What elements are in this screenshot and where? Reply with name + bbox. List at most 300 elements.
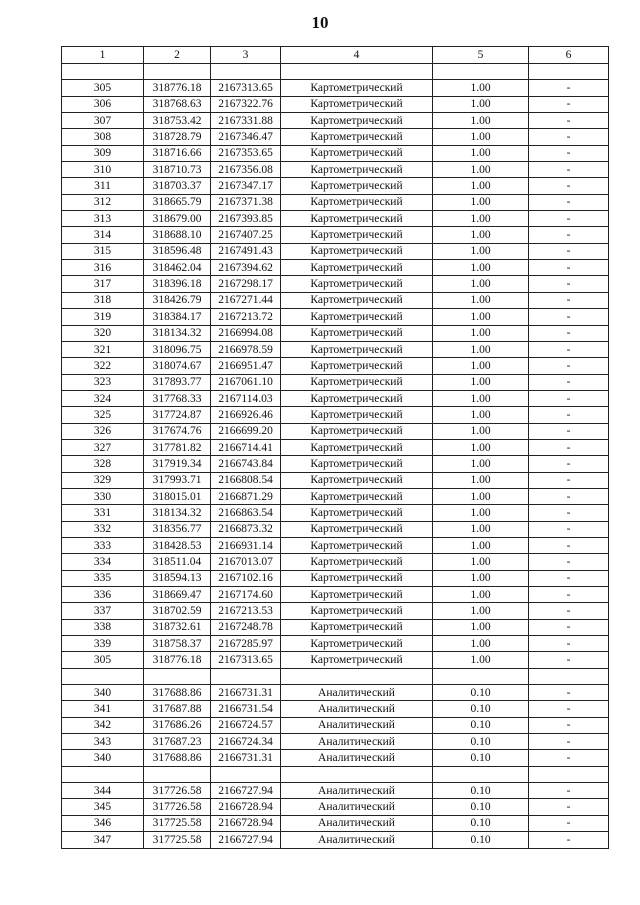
table-cell: 317674.76 bbox=[144, 423, 211, 439]
table-cell: - bbox=[529, 162, 609, 178]
table-cell: 335 bbox=[62, 570, 144, 586]
table-cell bbox=[281, 766, 433, 782]
table-cell: 330 bbox=[62, 488, 144, 504]
table-cell: 1.00 bbox=[433, 162, 529, 178]
table-row bbox=[62, 685, 609, 701]
table-cell: Картометрический bbox=[281, 309, 433, 325]
table-cell: Картометрический bbox=[281, 227, 433, 243]
table-row bbox=[62, 750, 609, 766]
table-cell: Картометрический bbox=[281, 537, 433, 553]
table-cell: - bbox=[529, 603, 609, 619]
table-row bbox=[62, 227, 609, 243]
table-cell: 1.00 bbox=[433, 276, 529, 292]
column-header: 3 bbox=[211, 47, 281, 64]
table-cell: 318596.48 bbox=[144, 243, 211, 259]
table-cell: 2166994.08 bbox=[211, 325, 281, 341]
table-cell: 313 bbox=[62, 211, 144, 227]
table-cell: 0.10 bbox=[433, 701, 529, 717]
table-cell: Картометрический bbox=[281, 521, 433, 537]
table-cell: 1.00 bbox=[433, 211, 529, 227]
table-cell: Картометрический bbox=[281, 456, 433, 472]
table-cell: 1.00 bbox=[433, 521, 529, 537]
column-header: 5 bbox=[433, 47, 529, 64]
table-cell: 318776.18 bbox=[144, 652, 211, 668]
table-cell: Картометрический bbox=[281, 341, 433, 357]
table-cell: 309 bbox=[62, 145, 144, 161]
table-cell: - bbox=[529, 211, 609, 227]
table-cell: Картометрический bbox=[281, 570, 433, 586]
table-cell: 318096.75 bbox=[144, 341, 211, 357]
table-cell: 0.10 bbox=[433, 799, 529, 815]
table-cell: 318703.37 bbox=[144, 178, 211, 194]
table-cell: - bbox=[529, 652, 609, 668]
table-cell: 318732.61 bbox=[144, 619, 211, 635]
table-cell: 0.10 bbox=[433, 685, 529, 701]
table-cell: Картометрический bbox=[281, 358, 433, 374]
table-cell: - bbox=[529, 472, 609, 488]
table-cell: - bbox=[529, 145, 609, 161]
table-cell: 317726.58 bbox=[144, 783, 211, 799]
table-cell: 322 bbox=[62, 358, 144, 374]
table-cell: 347 bbox=[62, 832, 144, 848]
table-cell: 2167213.53 bbox=[211, 603, 281, 619]
table-cell: 2167313.65 bbox=[211, 80, 281, 96]
table-cell: 1.00 bbox=[433, 472, 529, 488]
table-row bbox=[62, 717, 609, 733]
table-cell: 2167271.44 bbox=[211, 292, 281, 308]
table-cell bbox=[211, 766, 281, 782]
table-cell: - bbox=[529, 734, 609, 750]
table-cell: 317893.77 bbox=[144, 374, 211, 390]
table-cell bbox=[62, 766, 144, 782]
table-cell: 317993.71 bbox=[144, 472, 211, 488]
table-cell: 312 bbox=[62, 194, 144, 210]
table-cell: 346 bbox=[62, 815, 144, 831]
table-cell: 318768.63 bbox=[144, 96, 211, 112]
table-cell: 311 bbox=[62, 178, 144, 194]
column-header: 2 bbox=[144, 47, 211, 64]
table-cell bbox=[433, 64, 529, 80]
table-cell: 2166727.94 bbox=[211, 783, 281, 799]
table-cell: 2166731.31 bbox=[211, 685, 281, 701]
table-cell: 2167371.38 bbox=[211, 194, 281, 210]
table-cell: 345 bbox=[62, 799, 144, 815]
table-cell: Картометрический bbox=[281, 488, 433, 504]
table-row bbox=[62, 407, 609, 423]
table-cell: 2167407.25 bbox=[211, 227, 281, 243]
table-cell: - bbox=[529, 113, 609, 129]
table-cell: 324 bbox=[62, 390, 144, 406]
table-cell: 305 bbox=[62, 80, 144, 96]
table-row bbox=[62, 374, 609, 390]
table-row bbox=[62, 309, 609, 325]
table-cell: Картометрический bbox=[281, 145, 433, 161]
table-row bbox=[62, 292, 609, 308]
table-cell: 317687.88 bbox=[144, 701, 211, 717]
table-cell: Аналитический bbox=[281, 832, 433, 848]
table-cell: 337 bbox=[62, 603, 144, 619]
table-cell: - bbox=[529, 505, 609, 521]
table-cell bbox=[529, 668, 609, 684]
table-cell: 318753.42 bbox=[144, 113, 211, 129]
table-row bbox=[62, 260, 609, 276]
table-row bbox=[62, 701, 609, 717]
table-cell: Аналитический bbox=[281, 717, 433, 733]
table-cell: - bbox=[529, 423, 609, 439]
table-cell: 344 bbox=[62, 783, 144, 799]
table-cell: 2167102.16 bbox=[211, 570, 281, 586]
table-cell: 1.00 bbox=[433, 570, 529, 586]
table-cell: 2166808.54 bbox=[211, 472, 281, 488]
table-cell: 1.00 bbox=[433, 227, 529, 243]
table-row bbox=[62, 390, 609, 406]
table-cell: 333 bbox=[62, 537, 144, 553]
table-cell: 318776.18 bbox=[144, 80, 211, 96]
table-cell: 1.00 bbox=[433, 407, 529, 423]
table-cell: Картометрический bbox=[281, 129, 433, 145]
table-cell: 318426.79 bbox=[144, 292, 211, 308]
table-cell: - bbox=[529, 439, 609, 455]
table-cell: 334 bbox=[62, 554, 144, 570]
table-cell: 1.00 bbox=[433, 619, 529, 635]
table-cell: Аналитический bbox=[281, 685, 433, 701]
table-cell: Картометрический bbox=[281, 472, 433, 488]
table-cell: - bbox=[529, 96, 609, 112]
table-cell: 1.00 bbox=[433, 603, 529, 619]
table-cell: 331 bbox=[62, 505, 144, 521]
table-cell: 1.00 bbox=[433, 243, 529, 259]
table-cell: Картометрический bbox=[281, 96, 433, 112]
table-row bbox=[62, 472, 609, 488]
table-cell: Картометрический bbox=[281, 505, 433, 521]
table-cell: 1.00 bbox=[433, 554, 529, 570]
table-row bbox=[62, 96, 609, 112]
table-cell: 1.00 bbox=[433, 341, 529, 357]
table-cell: 320 bbox=[62, 325, 144, 341]
table-cell: 2166926.46 bbox=[211, 407, 281, 423]
table-cell: - bbox=[529, 243, 609, 259]
table-cell: - bbox=[529, 341, 609, 357]
table-row bbox=[62, 456, 609, 472]
table-row bbox=[62, 537, 609, 553]
table-cell: 340 bbox=[62, 685, 144, 701]
column-header: 1 bbox=[62, 47, 144, 64]
separator-row bbox=[62, 766, 609, 782]
table-cell: 0.10 bbox=[433, 832, 529, 848]
table-cell: Картометрический bbox=[281, 243, 433, 259]
table-row bbox=[62, 243, 609, 259]
table-row bbox=[62, 358, 609, 374]
header-row bbox=[62, 47, 609, 64]
table-cell: - bbox=[529, 276, 609, 292]
table-cell: 319 bbox=[62, 309, 144, 325]
table-cell: 317781.82 bbox=[144, 439, 211, 455]
table-row bbox=[62, 423, 609, 439]
table-cell: 308 bbox=[62, 129, 144, 145]
table-cell: 317687.23 bbox=[144, 734, 211, 750]
table-row bbox=[62, 587, 609, 603]
table-cell: - bbox=[529, 407, 609, 423]
table-cell: 2167013.07 bbox=[211, 554, 281, 570]
table-cell: 318 bbox=[62, 292, 144, 308]
table-cell: 318716.66 bbox=[144, 145, 211, 161]
table-cell: 2166727.94 bbox=[211, 832, 281, 848]
table-cell bbox=[433, 668, 529, 684]
table-cell: Картометрический bbox=[281, 652, 433, 668]
table-cell: 317919.34 bbox=[144, 456, 211, 472]
table-cell bbox=[62, 668, 144, 684]
table-cell: 310 bbox=[62, 162, 144, 178]
table-cell: 327 bbox=[62, 439, 144, 455]
table-cell: 2166731.31 bbox=[211, 750, 281, 766]
table-row bbox=[62, 636, 609, 652]
table-cell: 318396.18 bbox=[144, 276, 211, 292]
table-cell: 2166731.54 bbox=[211, 701, 281, 717]
table-cell: 1.00 bbox=[433, 129, 529, 145]
table-row bbox=[62, 488, 609, 504]
table-cell: 1.00 bbox=[433, 374, 529, 390]
table-cell: 338 bbox=[62, 619, 144, 635]
table-cell: - bbox=[529, 685, 609, 701]
table-cell: - bbox=[529, 537, 609, 553]
table-cell: 2167322.76 bbox=[211, 96, 281, 112]
table-cell: Картометрический bbox=[281, 80, 433, 96]
table-cell: 318665.79 bbox=[144, 194, 211, 210]
table-cell bbox=[281, 64, 433, 80]
table-cell: 316 bbox=[62, 260, 144, 276]
table-cell: - bbox=[529, 374, 609, 390]
table-row bbox=[62, 162, 609, 178]
table-cell: 339 bbox=[62, 636, 144, 652]
table-cell: - bbox=[529, 292, 609, 308]
table-cell: 1.00 bbox=[433, 260, 529, 276]
table-cell: - bbox=[529, 358, 609, 374]
table-cell: Картометрический bbox=[281, 325, 433, 341]
table-cell: 1.00 bbox=[433, 113, 529, 129]
table-cell bbox=[144, 64, 211, 80]
table-cell: 317725.58 bbox=[144, 832, 211, 848]
table-cell: 1.00 bbox=[433, 456, 529, 472]
table-cell: - bbox=[529, 390, 609, 406]
table-cell: 1.00 bbox=[433, 505, 529, 521]
table-cell: 0.10 bbox=[433, 815, 529, 831]
table-cell: - bbox=[529, 750, 609, 766]
table-cell: 2166863.54 bbox=[211, 505, 281, 521]
table-cell: 318758.37 bbox=[144, 636, 211, 652]
table-cell bbox=[433, 766, 529, 782]
table-cell: 1.00 bbox=[433, 488, 529, 504]
table-cell: 1.00 bbox=[433, 636, 529, 652]
table-cell: Аналитический bbox=[281, 783, 433, 799]
table-cell: 2167491.43 bbox=[211, 243, 281, 259]
table-cell: 318428.53 bbox=[144, 537, 211, 553]
table-cell: 1.00 bbox=[433, 145, 529, 161]
table-cell: 1.00 bbox=[433, 390, 529, 406]
table-cell: - bbox=[529, 587, 609, 603]
table-cell: - bbox=[529, 456, 609, 472]
table-cell: Аналитический bbox=[281, 701, 433, 717]
table-cell: 1.00 bbox=[433, 423, 529, 439]
table-cell: 340 bbox=[62, 750, 144, 766]
table-cell: - bbox=[529, 325, 609, 341]
table-cell: 326 bbox=[62, 423, 144, 439]
table-cell: 2167347.17 bbox=[211, 178, 281, 194]
table-cell: Картометрический bbox=[281, 194, 433, 210]
table-cell: 2166728.94 bbox=[211, 815, 281, 831]
table-cell bbox=[62, 64, 144, 80]
table-cell: 2166714.41 bbox=[211, 439, 281, 455]
page-number: 10 bbox=[311, 13, 329, 32]
table-row bbox=[62, 276, 609, 292]
table-cell: - bbox=[529, 521, 609, 537]
table-cell: 317 bbox=[62, 276, 144, 292]
table-cell: 2167393.85 bbox=[211, 211, 281, 227]
table-row bbox=[62, 194, 609, 210]
coordinates-table bbox=[61, 46, 609, 849]
table-cell: 2166699.20 bbox=[211, 423, 281, 439]
table-cell: Картометрический bbox=[281, 260, 433, 276]
table-cell: Картометрический bbox=[281, 587, 433, 603]
table-row bbox=[62, 325, 609, 341]
table-cell: Картометрический bbox=[281, 211, 433, 227]
table-cell: 317686.26 bbox=[144, 717, 211, 733]
table-cell: - bbox=[529, 570, 609, 586]
table-cell: Картометрический bbox=[281, 162, 433, 178]
table-cell: - bbox=[529, 717, 609, 733]
table-cell: Аналитический bbox=[281, 815, 433, 831]
table-cell: Картометрический bbox=[281, 636, 433, 652]
table-cell: - bbox=[529, 260, 609, 276]
table-cell: - bbox=[529, 554, 609, 570]
table-cell: 2166728.94 bbox=[211, 799, 281, 815]
table-cell: 2167331.88 bbox=[211, 113, 281, 129]
table-cell: 2167061.10 bbox=[211, 374, 281, 390]
table-cell: 1.00 bbox=[433, 178, 529, 194]
table-cell: Аналитический bbox=[281, 750, 433, 766]
table-cell: 1.00 bbox=[433, 96, 529, 112]
table-row bbox=[62, 129, 609, 145]
table-cell: - bbox=[529, 227, 609, 243]
table-row bbox=[62, 145, 609, 161]
column-header: 4 bbox=[281, 47, 433, 64]
table-cell: 2167313.65 bbox=[211, 652, 281, 668]
table-cell: - bbox=[529, 619, 609, 635]
table-cell bbox=[211, 668, 281, 684]
table-cell: 318384.17 bbox=[144, 309, 211, 325]
table-cell: 317726.58 bbox=[144, 799, 211, 815]
table-cell: 315 bbox=[62, 243, 144, 259]
table-cell: 2167174.60 bbox=[211, 587, 281, 603]
table-row bbox=[62, 211, 609, 227]
table-cell: 317724.87 bbox=[144, 407, 211, 423]
table-cell: Картометрический bbox=[281, 178, 433, 194]
table-cell: 2166724.34 bbox=[211, 734, 281, 750]
table-cell: 2167346.47 bbox=[211, 129, 281, 145]
table-cell bbox=[529, 64, 609, 80]
table-cell: 1.00 bbox=[433, 652, 529, 668]
table-cell: 318462.04 bbox=[144, 260, 211, 276]
table-cell: 325 bbox=[62, 407, 144, 423]
table-row bbox=[62, 652, 609, 668]
table-cell bbox=[281, 668, 433, 684]
table-row bbox=[62, 80, 609, 96]
table-cell: - bbox=[529, 799, 609, 815]
table-cell: Картометрический bbox=[281, 407, 433, 423]
table-cell: - bbox=[529, 129, 609, 145]
table-row bbox=[62, 570, 609, 586]
table-cell bbox=[144, 766, 211, 782]
table-cell: 1.00 bbox=[433, 587, 529, 603]
table-cell: 317768.33 bbox=[144, 390, 211, 406]
table-cell: Картометрический bbox=[281, 276, 433, 292]
table-cell: - bbox=[529, 178, 609, 194]
table-cell: 318511.04 bbox=[144, 554, 211, 570]
table-cell: 318710.73 bbox=[144, 162, 211, 178]
table-cell: 2167298.17 bbox=[211, 276, 281, 292]
column-header: 6 bbox=[529, 47, 609, 64]
table-row bbox=[62, 521, 609, 537]
table-cell: 332 bbox=[62, 521, 144, 537]
table-cell: 318134.32 bbox=[144, 505, 211, 521]
table-cell: Картометрический bbox=[281, 554, 433, 570]
table-cell: 336 bbox=[62, 587, 144, 603]
table-cell: - bbox=[529, 701, 609, 717]
table-cell: 1.00 bbox=[433, 325, 529, 341]
table-row bbox=[62, 619, 609, 635]
table-cell bbox=[529, 766, 609, 782]
table-row bbox=[62, 178, 609, 194]
table-cell: 1.00 bbox=[433, 358, 529, 374]
table-row bbox=[62, 783, 609, 799]
table-cell: Аналитический bbox=[281, 799, 433, 815]
table-cell: 1.00 bbox=[433, 292, 529, 308]
table-row bbox=[62, 815, 609, 831]
table-row bbox=[62, 603, 609, 619]
table-cell: Картометрический bbox=[281, 423, 433, 439]
table-cell: 343 bbox=[62, 734, 144, 750]
table-cell: 2166724.57 bbox=[211, 717, 281, 733]
table-cell: 2166951.47 bbox=[211, 358, 281, 374]
table-cell: 318015.01 bbox=[144, 488, 211, 504]
table-cell bbox=[211, 64, 281, 80]
table-cell: 2167356.08 bbox=[211, 162, 281, 178]
table-cell: 2167353.65 bbox=[211, 145, 281, 161]
table-cell: 1.00 bbox=[433, 80, 529, 96]
table-cell: - bbox=[529, 832, 609, 848]
table-row bbox=[62, 832, 609, 848]
table-cell: 2167114.03 bbox=[211, 390, 281, 406]
table-cell: 0.10 bbox=[433, 750, 529, 766]
table-cell: 314 bbox=[62, 227, 144, 243]
table-cell: - bbox=[529, 815, 609, 831]
table-cell: - bbox=[529, 194, 609, 210]
table-cell: 318074.67 bbox=[144, 358, 211, 374]
table-cell: 321 bbox=[62, 341, 144, 357]
table-cell: - bbox=[529, 783, 609, 799]
table-row bbox=[62, 439, 609, 455]
table-cell: 2167213.72 bbox=[211, 309, 281, 325]
table-cell: Картометрический bbox=[281, 390, 433, 406]
table-row bbox=[62, 734, 609, 750]
table-row bbox=[62, 554, 609, 570]
table-cell: 317688.86 bbox=[144, 750, 211, 766]
table-cell: Картометрический bbox=[281, 292, 433, 308]
table-cell: 318594.13 bbox=[144, 570, 211, 586]
separator-row bbox=[62, 64, 609, 80]
table-cell bbox=[144, 668, 211, 684]
table-cell: 1.00 bbox=[433, 309, 529, 325]
table-cell: 318679.00 bbox=[144, 211, 211, 227]
